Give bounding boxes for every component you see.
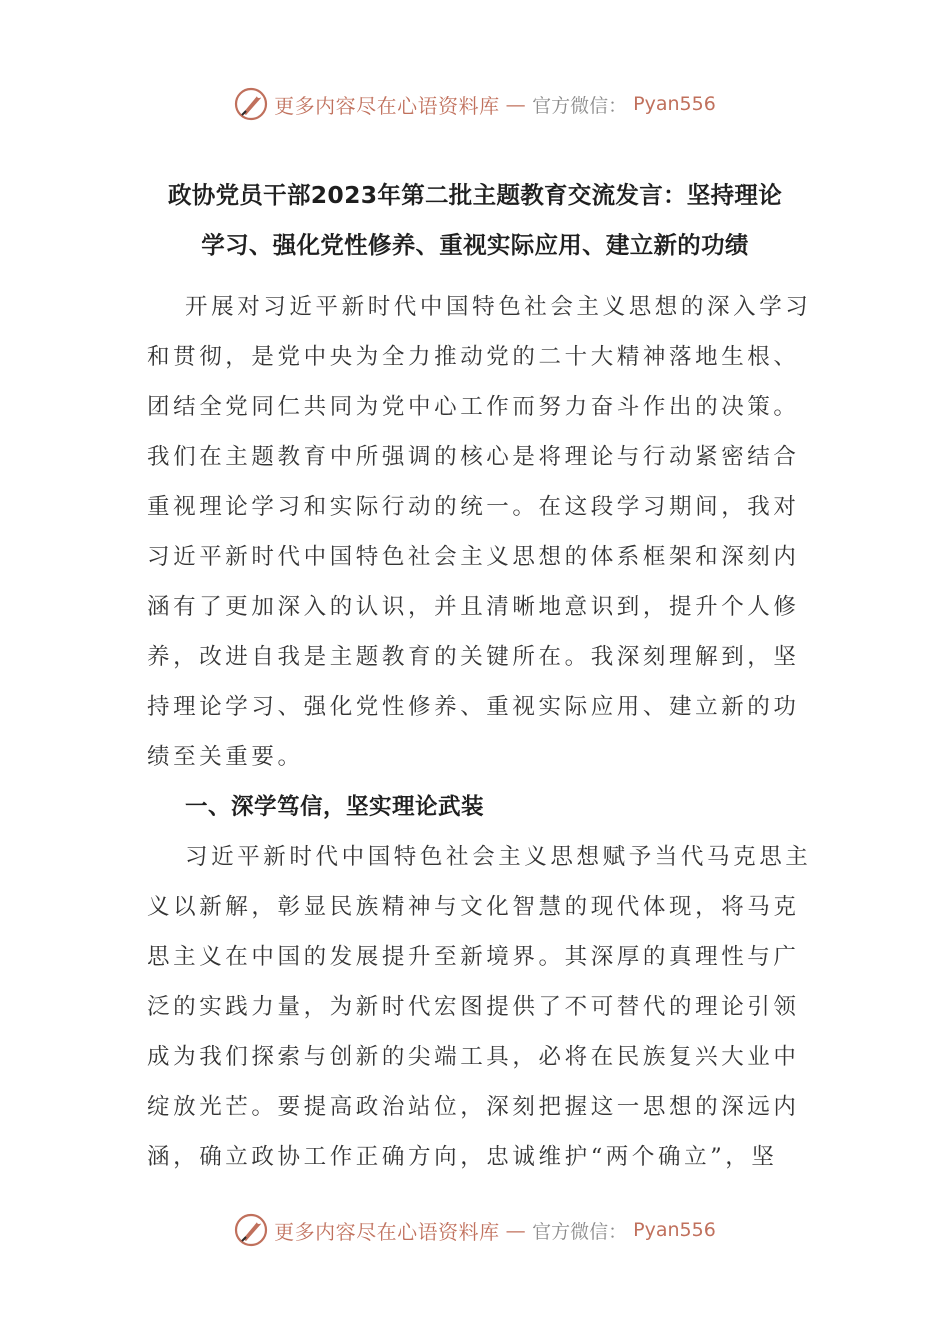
paragraph-line: 我们在主题教育中所强调的核心是将理论与行动紧密结合 xyxy=(147,444,800,470)
paragraph-section-1 xyxy=(147,832,812,1182)
title-line-2: 学习、强化党性修养、重视实际应用、建立新的功绩 xyxy=(201,231,749,259)
paragraph-line: 思主义在中国的发展提升至新境界。其深厚的真理性与广 xyxy=(147,944,800,970)
banner-wechat-label: 官方微信： xyxy=(532,1220,628,1243)
paragraph-intro xyxy=(147,282,812,782)
paragraph-line: 和贯彻，是党中央为全力推动党的二十大精神落地生根、 xyxy=(147,344,800,370)
paragraph-line: 养，改进自我是主题教育的关键所在。我深刻理解到，坚 xyxy=(147,644,800,670)
quill-pen-logo-icon xyxy=(234,1213,268,1247)
banner-separator: — xyxy=(505,1218,527,1242)
paragraph-line: 习近平新时代中国特色社会主义思想赋予当代马克思主 xyxy=(185,844,812,870)
paragraph-line: 开展对习近平新时代中国特色社会主义思想的深入学习 xyxy=(185,294,812,320)
footer-banner xyxy=(0,1208,950,1252)
header-banner xyxy=(0,82,950,126)
title-line-1: 政协党员干部2023年第二批主题教育交流发言：坚持理论 xyxy=(167,181,782,209)
paragraph-line: 习近平新时代中国特色社会主义思想的体系框架和深刻内 xyxy=(147,544,800,570)
banner-content xyxy=(234,87,716,121)
banner-wechat-label: 官方微信： xyxy=(532,94,628,117)
paragraph-line: 泛的实践力量，为新时代宏图提供了不可替代的理论引领 xyxy=(147,994,800,1020)
paragraph-line: 重视理论学习和实际行动的统一。在这段学习期间，我对 xyxy=(147,494,800,520)
paragraph-line: 成为我们探索与创新的尖端工具，必将在民族复兴大业中 xyxy=(147,1044,800,1070)
banner-wechat-id: Pyan556 xyxy=(633,1219,716,1241)
paragraph-line: 团结全党同仁共同为党中心工作而努力奋斗作出的决策。 xyxy=(147,394,800,420)
quill-pen-logo-icon xyxy=(234,87,268,121)
document-body xyxy=(147,282,812,1182)
banner-slogan: 更多内容尽在心语资料库 xyxy=(274,1219,500,1244)
paragraph-line: 义以新解，彰显民族精神与文化智慧的现代体现，将马克 xyxy=(147,894,800,920)
banner-wechat-id: Pyan556 xyxy=(633,93,716,115)
paragraph-line: 持理论学习、强化党性修养、重视实际应用、建立新的功 xyxy=(147,694,800,720)
banner-slogan: 更多内容尽在心语资料库 xyxy=(274,93,500,118)
section-heading: 一、深学笃信，坚实理论武装 xyxy=(185,794,485,820)
paragraph-line: 绽放光芒。要提高政治站位，深刻把握这一思想的深远内 xyxy=(147,1094,800,1120)
paragraph-line: 涵有了更加深入的认识，并且清晰地意识到，提升个人修 xyxy=(147,594,800,620)
paragraph-line: 涵，确立政协工作正确方向，忠诚维护“两个确立”，坚 xyxy=(147,1144,778,1170)
banner-content xyxy=(234,1213,716,1247)
banner-separator: — xyxy=(505,92,527,116)
paragraph-line: 绩至关重要。 xyxy=(147,744,304,770)
document-title xyxy=(140,170,810,270)
